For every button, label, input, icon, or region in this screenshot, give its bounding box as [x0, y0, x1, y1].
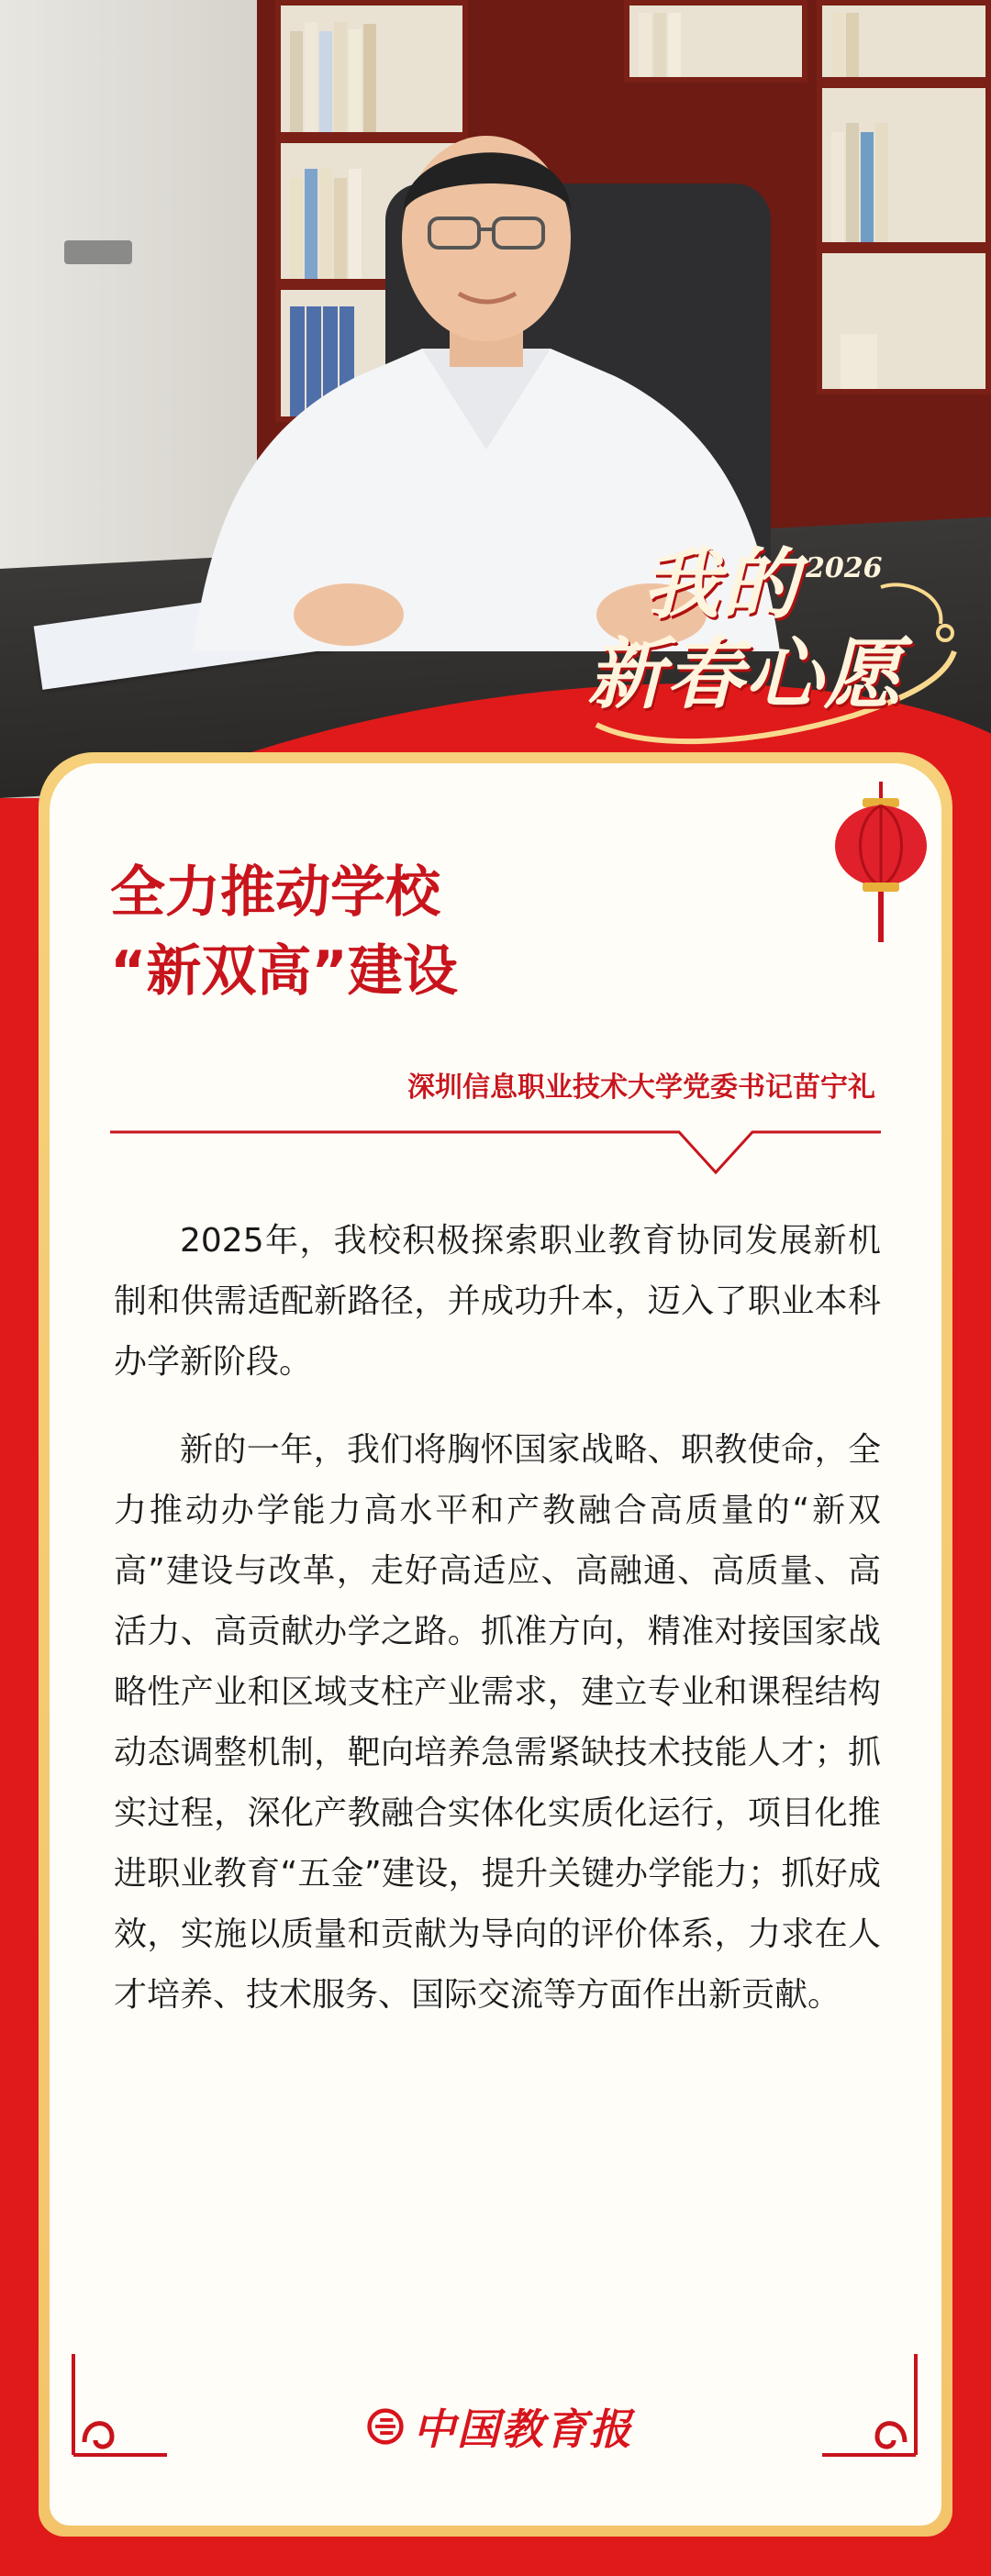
shelf [624, 0, 807, 83]
logo-text: 中国教育报 [413, 2404, 633, 2454]
article-title-line1: 全力推动学校 [110, 861, 440, 925]
author-byline: 深圳信息职业技术大学党委书记苗宁礼 [407, 1071, 875, 1104]
emblem-year: 2026 [806, 552, 883, 584]
body-paragraph: 新的一年，我们将胸怀国家战略、职教使命，全力推动办学能力高水平和产教融合高质量的“新双高”建设与改革，走好高适应、高融通、高质量、高活力、高贡献办学之路。抓准方向，精准对接国家战略性产业和区域支柱产业需求，建立专业和课程结构动态调整机制，靶向培养急需紧缺技术技能人才；抓实过程，深化产教融合实体化实质化运行，项目化推进职业教育“五金”建设，提升关键办学能力；抓好成效，实施以质量和贡献为导向的评价体系，力求在人才培养、技术服务、国际交流等方面作出新贡献。 [114, 1431, 881, 2014]
new-year-wish-emblem [578, 523, 963, 752]
newspaper-logo-icon [367, 2398, 404, 2455]
article-title [110, 853, 771, 1011]
emblem-title-line2: 新春心愿 [587, 628, 904, 719]
red-lantern-icon [826, 782, 936, 947]
article-title-line2: “新双高”建设 [110, 939, 458, 1004]
emblem-title-line1: 我的 [642, 539, 801, 629]
corner-ornament-left-icon [66, 2354, 167, 2473]
door-handle [64, 240, 132, 264]
divider-line [110, 1127, 881, 1191]
china-education-daily-logo [367, 2394, 633, 2459]
shelf [817, 83, 991, 248]
article-body [114, 1211, 881, 2053]
shelf [817, 248, 991, 394]
shelf [817, 0, 991, 83]
body-paragraph: 2025年，我校积极探索职业教育协同发展新机制和供需适配新路径，并成功升本，迈入了职业本科办学新阶段。 [114, 1222, 881, 1381]
corner-ornament-right-icon [822, 2354, 923, 2473]
